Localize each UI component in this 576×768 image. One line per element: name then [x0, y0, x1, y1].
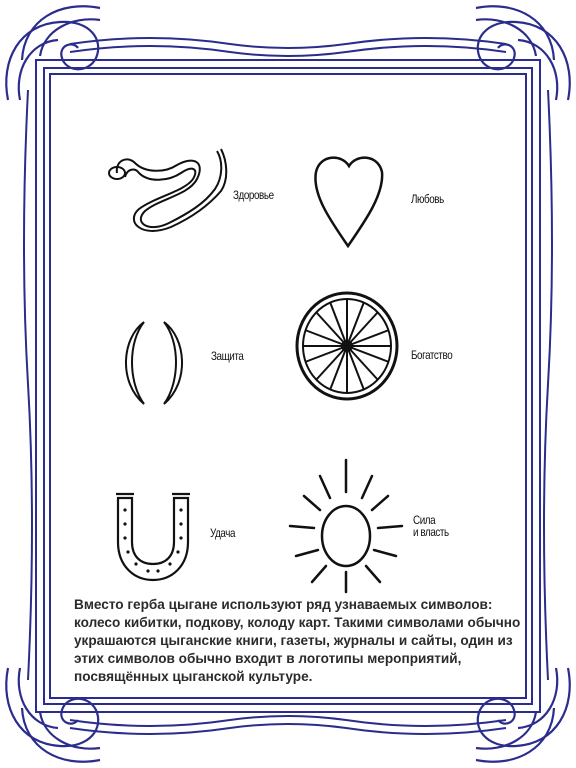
wheel-icon [294, 290, 400, 402]
heart-icon [312, 150, 386, 250]
horseshoe-icon [112, 490, 194, 586]
label-health: Здоровье [233, 188, 274, 202]
label-luck: Удача [210, 526, 236, 540]
label-protection: Защита [211, 349, 244, 363]
label-power-line1: Сила [413, 513, 436, 527]
crescents-icon [114, 318, 194, 408]
caption-text: Вместо герба цыгане используют ряд узнаваемых символов: колесо кибитки, подкову, колоду карт. Такими символами обычно украшаются цыганские книги, газеты, журналы и сайты, один из этих символов обычно входит в логотипы мероприятий, посвящённых цыганской культуре. [74, 597, 521, 684]
label-love: Любовь [411, 192, 444, 206]
label-wealth: Богатство [411, 348, 453, 362]
sun-icon [284, 456, 408, 596]
snake-icon [105, 143, 230, 235]
label-power-line2: и власть [413, 525, 449, 539]
